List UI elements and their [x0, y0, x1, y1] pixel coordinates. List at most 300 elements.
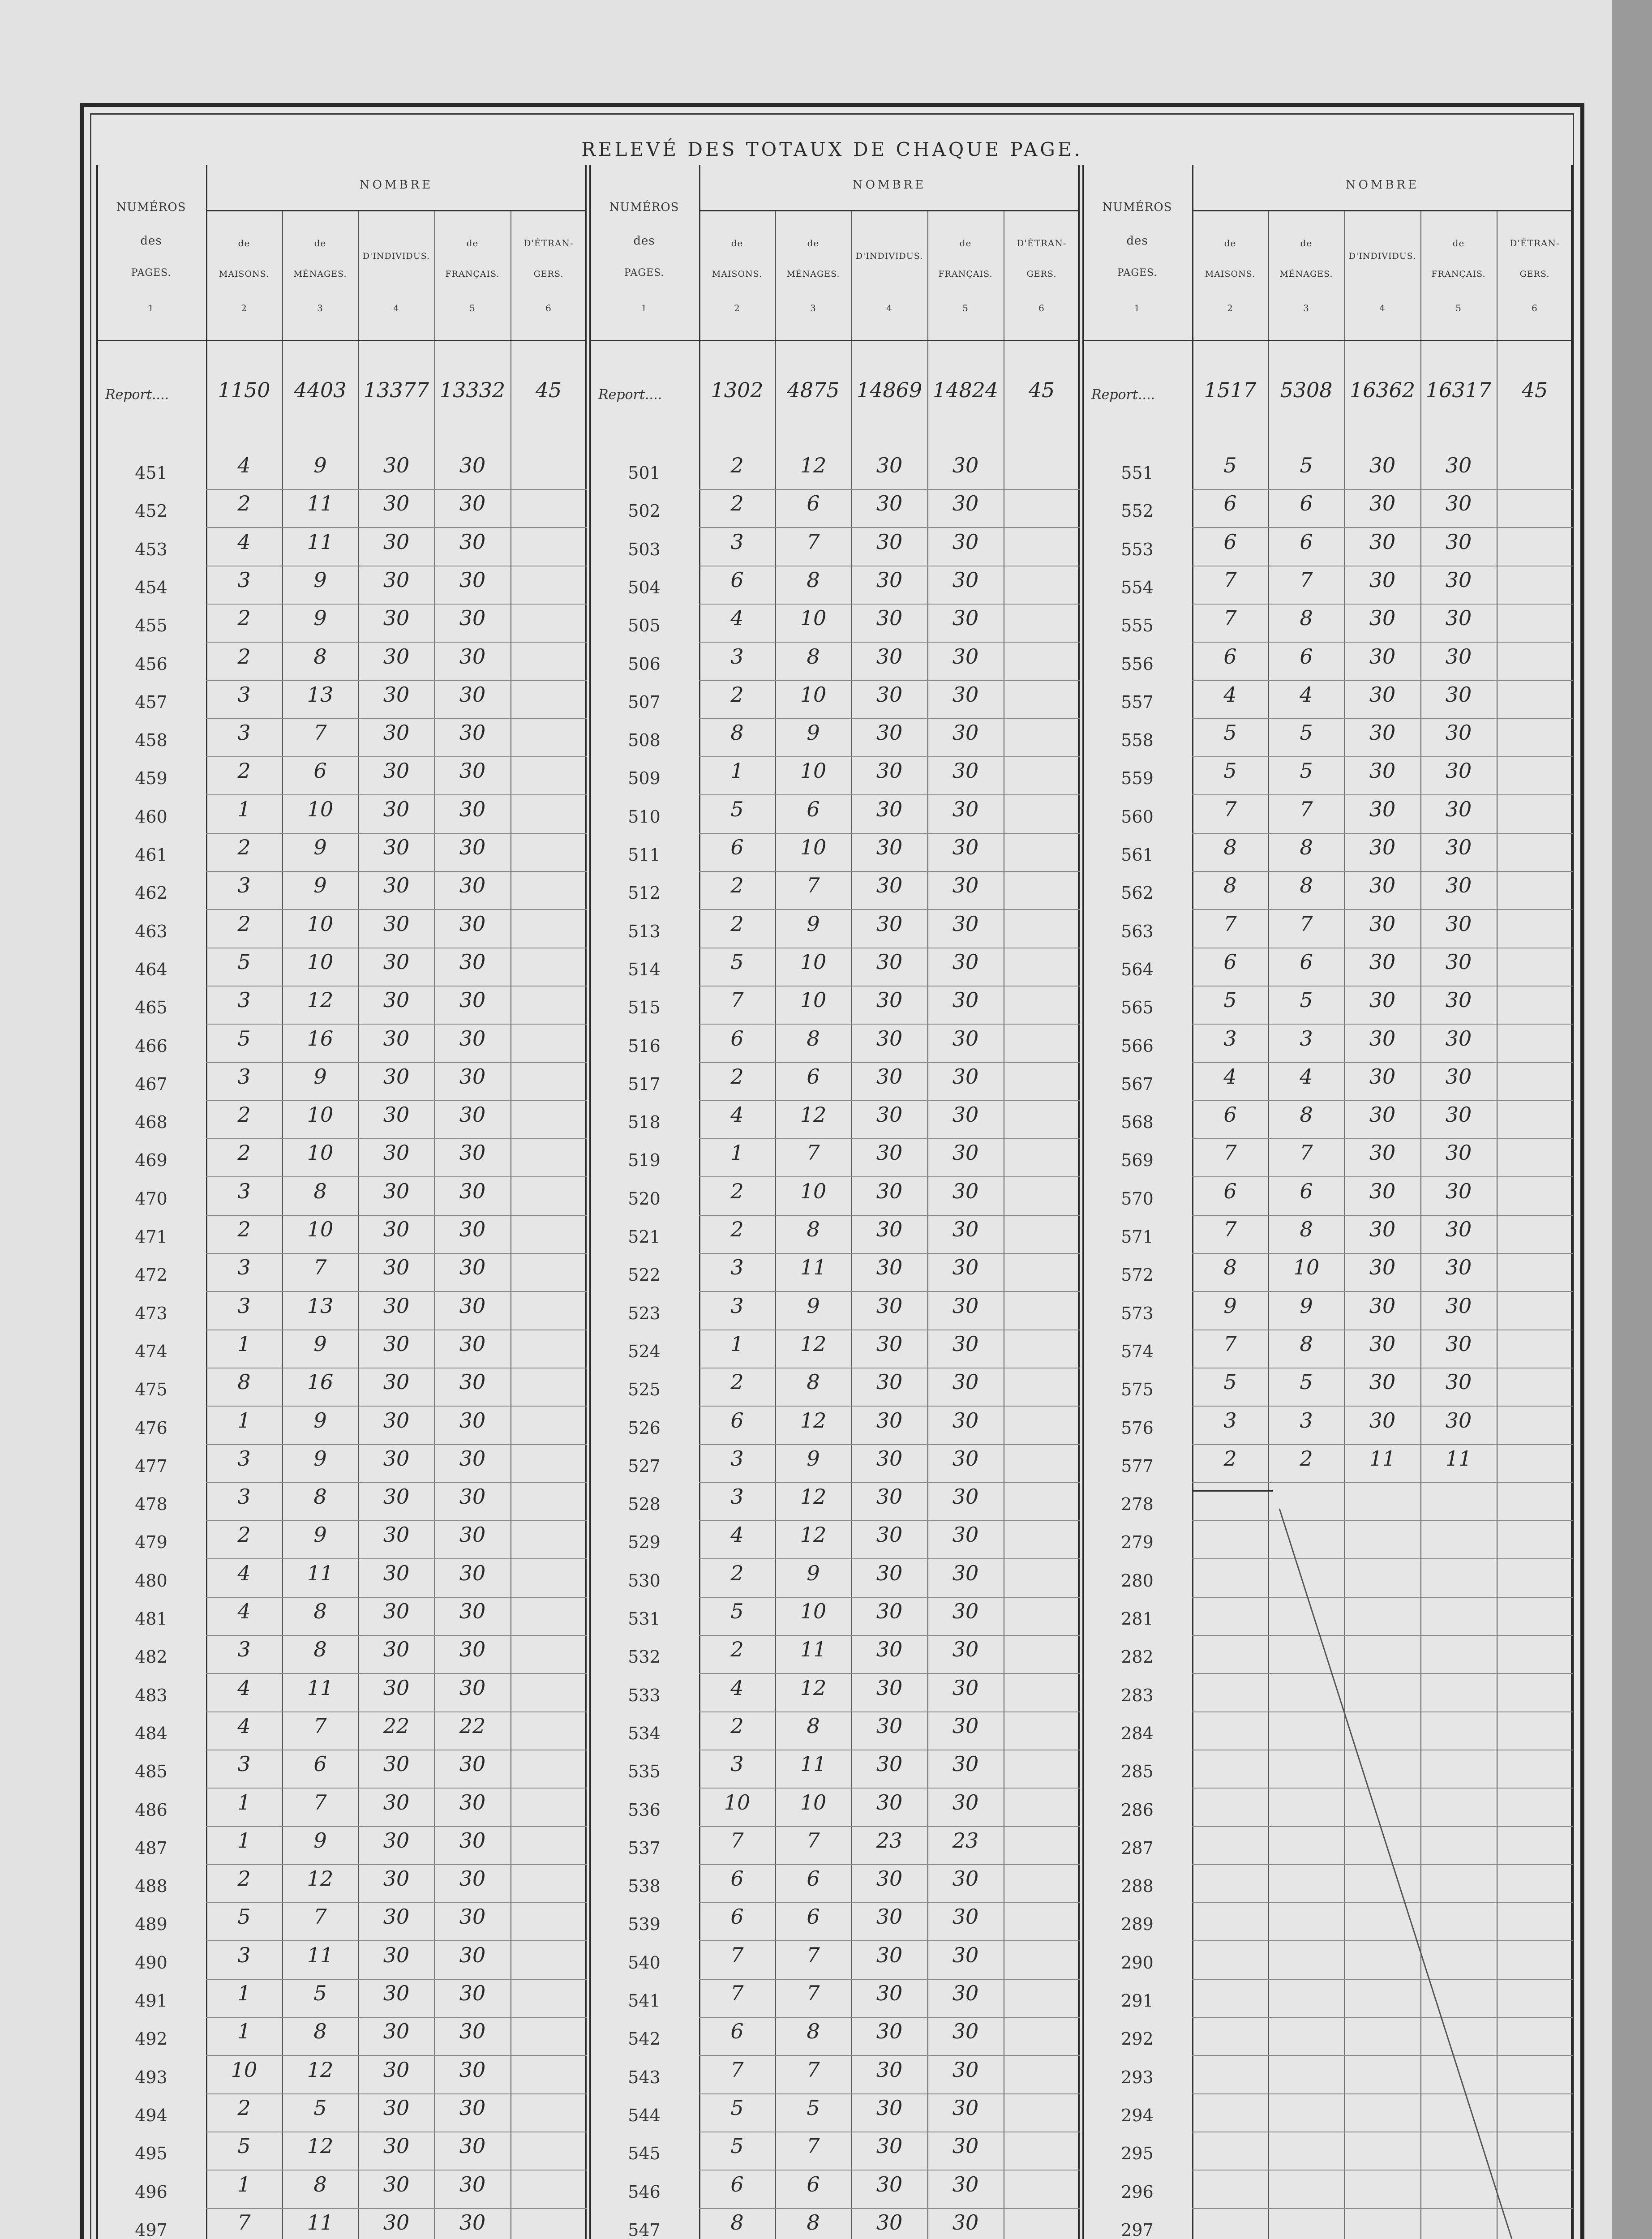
cell-value: 5 [313, 1981, 327, 2005]
cell-value: 30 [876, 1904, 903, 1929]
cell-value: 6 [313, 1752, 327, 1776]
cell-value: 3 [730, 1752, 744, 1776]
cell-value: 30 [876, 1713, 903, 1738]
cell-value: 7 [1223, 1141, 1237, 1165]
cell-value: 30 [876, 2134, 903, 2158]
cell-value: 30 [952, 644, 979, 669]
page-number: 284 [1121, 1723, 1154, 1743]
row-line [206, 2055, 587, 2056]
cell-value: 30 [952, 1943, 979, 1967]
cell-value: 30 [952, 1713, 979, 1738]
page-number: 288 [1121, 1876, 1154, 1896]
cell-value: 30 [1369, 873, 1396, 898]
page-number: 462 [135, 883, 167, 903]
cell-value: 30 [876, 529, 903, 554]
cell-value: 30 [876, 682, 903, 707]
row-line [699, 1520, 1080, 1521]
header-col-line2: MÉNAGES. [786, 269, 840, 279]
cell-value: 30 [876, 2019, 903, 2044]
cell-value: 6 [730, 567, 744, 592]
cell-value: 30 [952, 529, 979, 554]
page-number: 503 [628, 539, 661, 559]
report-value: 1302 [711, 378, 764, 402]
cell-value: 30 [952, 1293, 979, 1318]
cell-value: 30 [459, 1904, 486, 1929]
cell-value: 30 [952, 2134, 979, 2158]
row-line [699, 909, 1080, 910]
table-section-2 [589, 165, 1080, 2239]
header-col-number: 3 [1303, 303, 1309, 313]
cell-value: 4 [1300, 682, 1313, 707]
cell-value: 8 [1300, 1331, 1313, 1356]
header-col-line2: MÉNAGES. [293, 269, 347, 279]
cell-value: 7 [807, 1981, 820, 2005]
cell-value: 30 [459, 1752, 486, 1776]
header-col-number: 4 [886, 303, 893, 313]
cell-value: 30 [952, 491, 979, 516]
cell-value: 30 [459, 2210, 486, 2235]
page-number: 536 [628, 1800, 661, 1820]
cell-value: 5 [730, 797, 744, 821]
cell-value: 9 [313, 567, 327, 592]
cell-value: 30 [876, 1523, 903, 1547]
page-number: 553 [1121, 539, 1154, 559]
header-col-line1: D'ÉTRAN- [1017, 238, 1067, 249]
cell-value: 30 [459, 644, 486, 669]
cell-value: 30 [1445, 988, 1472, 1012]
page-number: 537 [628, 1838, 661, 1858]
row-line [699, 2093, 1080, 2094]
page-number: 282 [1121, 1647, 1154, 1667]
cell-value: 30 [1369, 644, 1396, 669]
header-nombre: NOMBRE [852, 178, 927, 192]
cell-value: 30 [1369, 453, 1396, 477]
header-bottom-line [589, 340, 1080, 341]
page-number: 538 [628, 1876, 661, 1896]
cell-value: 30 [383, 2172, 410, 2196]
cell-value: 30 [952, 567, 979, 592]
page-number: 519 [628, 1150, 661, 1171]
page-number: 524 [628, 1341, 661, 1361]
cell-value: 5 [237, 1904, 251, 1929]
cell-value: 9 [1300, 1293, 1313, 1318]
cell-value: 7 [730, 1943, 744, 1967]
page-number: 451 [135, 463, 167, 483]
header-col-line2: FRANÇAIS. [445, 269, 500, 279]
cell-value: 30 [876, 873, 903, 898]
cell-value: 30 [876, 988, 903, 1012]
page-number: 497 [135, 2220, 167, 2239]
cell-value: 7 [807, 2134, 820, 2158]
cell-value: 3 [730, 1446, 744, 1471]
report-label: Report.... [1091, 387, 1155, 403]
cell-value: 6 [1223, 1179, 1237, 1203]
cell-value: 30 [952, 2172, 979, 2196]
page-number: 460 [135, 806, 167, 827]
cell-value: 30 [1445, 949, 1472, 974]
cell-value: 2 [730, 1217, 744, 1241]
cell-value: 4 [730, 1523, 744, 1547]
cell-value: 3 [730, 1255, 744, 1280]
cell-value: 30 [459, 1561, 486, 1585]
cell-value: 30 [459, 1599, 486, 1623]
header-col-line1: D'INDIVIDUS. [362, 251, 430, 261]
page-number: 490 [135, 1952, 167, 1973]
report-value: 5308 [1280, 378, 1333, 402]
cell-value: 5 [237, 1026, 251, 1051]
row-line [699, 1940, 1080, 1941]
cell-value: 30 [459, 2134, 486, 2158]
cell-value: 5 [730, 2095, 744, 2120]
cell-value: 11 [307, 1675, 334, 1700]
cell-value: 9 [313, 606, 327, 631]
report-label: Report.... [105, 387, 169, 403]
cell-value: 7 [730, 988, 744, 1012]
cell-value: 8 [807, 1026, 820, 1051]
row-line [206, 1788, 587, 1789]
page-number: 456 [135, 654, 167, 674]
row-line [699, 794, 1080, 795]
cell-value: 30 [383, 721, 410, 745]
cell-value: 2 [730, 682, 744, 707]
cell-value: 8 [313, 1179, 327, 1203]
page-number: 531 [628, 1609, 661, 1629]
row-line [206, 1253, 587, 1254]
cell-value: 30 [876, 911, 903, 936]
cell-value: 5 [1300, 988, 1313, 1012]
cell-value: 30 [383, 1866, 410, 1891]
cell-value: 1 [730, 759, 744, 783]
cell-value: 30 [459, 682, 486, 707]
page-number: 495 [135, 2144, 167, 2164]
cell-value: 12 [307, 988, 334, 1012]
page-number: 475 [135, 1380, 167, 1400]
header-col-line2: MÉNAGES. [1279, 269, 1333, 279]
cell-value: 30 [952, 1752, 979, 1776]
cell-value: 30 [459, 1981, 486, 2005]
cell-value: 7 [807, 529, 820, 554]
row-line [699, 1176, 1080, 1177]
cell-value: 30 [1369, 1255, 1396, 1280]
cell-value: 7 [730, 2057, 744, 2082]
cell-value: 30 [459, 1370, 486, 1394]
row-line [206, 642, 587, 643]
row-line [206, 1902, 587, 1903]
cell-value: 30 [383, 682, 410, 707]
cell-value: 30 [1369, 988, 1396, 1012]
page-number: 454 [135, 577, 167, 597]
cell-value: 2 [237, 1141, 251, 1165]
cell-value: 9 [1223, 1293, 1237, 1318]
cell-value: 7 [807, 1828, 820, 1853]
report-value: 14869 [856, 378, 923, 402]
cell-value: 6 [1300, 491, 1313, 516]
row-line [206, 1635, 587, 1636]
page-number: 516 [628, 1036, 661, 1056]
row-line [206, 1291, 587, 1292]
cell-value: 12 [800, 1675, 827, 1700]
header-col-line2: MAISONS. [219, 269, 270, 279]
row-line [699, 1215, 1080, 1216]
cell-value: 7 [807, 1943, 820, 1967]
register-frame [80, 103, 1584, 2239]
page-number: 479 [135, 1532, 167, 1553]
cell-value: 7 [1300, 797, 1313, 821]
cell-value: 30 [459, 2172, 486, 2196]
page-number: 577 [1121, 1456, 1154, 1476]
row-line [699, 871, 1080, 872]
cell-value: 30 [1445, 606, 1472, 631]
row-line [699, 833, 1080, 834]
header-numeros-line: PAGES. [1117, 267, 1158, 279]
cell-value: 8 [237, 1370, 251, 1394]
row-line [699, 1100, 1080, 1101]
row-line [699, 1864, 1080, 1865]
row-line [699, 2055, 1080, 2056]
cell-value: 30 [383, 1981, 410, 2005]
page-number: 555 [1121, 616, 1154, 636]
header-numeros-line: des [633, 234, 655, 248]
cell-value: 10 [307, 797, 334, 821]
cell-value: 30 [952, 2095, 979, 2120]
cell-value: 10 [307, 1102, 334, 1127]
cell-value: 30 [1369, 1370, 1396, 1394]
cell-value: 7 [313, 1255, 327, 1280]
cell-value: 2 [237, 1217, 251, 1241]
cell-value: 30 [1445, 1179, 1472, 1203]
row-line [699, 1406, 1080, 1407]
page-number: 533 [628, 1685, 661, 1705]
report-value: 4875 [787, 378, 840, 402]
cell-value: 30 [459, 1064, 486, 1089]
page-number: 293 [1121, 2067, 1154, 2087]
row-line [206, 1024, 587, 1025]
row-line [206, 1176, 587, 1177]
cell-value: 8 [313, 2019, 327, 2044]
cell-value: 10 [800, 988, 827, 1012]
page-number: 478 [135, 1494, 167, 1514]
cell-value: 30 [876, 1141, 903, 1165]
page-number: 465 [135, 998, 167, 1018]
cell-value: 30 [1445, 453, 1472, 477]
cell-value: 2 [237, 2095, 251, 2120]
cell-value: 8 [1300, 1217, 1313, 1241]
row-line [206, 1940, 587, 1941]
cell-value: 2 [237, 835, 251, 859]
page-number: 529 [628, 1532, 661, 1553]
cell-value: 30 [459, 1026, 486, 1051]
cell-value: 3 [237, 1255, 251, 1280]
cell-value: 7 [1223, 1331, 1237, 1356]
page-number: 514 [628, 959, 661, 979]
nombre-underline [699, 210, 1080, 211]
row-line [699, 1979, 1080, 1980]
section-right-border [585, 165, 587, 2239]
cell-value: 3 [730, 644, 744, 669]
header-nombre: NOMBRE [359, 178, 433, 192]
header-col-line2: FRANÇAIS. [938, 269, 993, 279]
cell-value: 9 [313, 1064, 327, 1089]
cell-value: 30 [459, 1217, 486, 1241]
cell-value: 2 [1223, 1446, 1237, 1471]
cell-value: 1 [237, 1828, 251, 1853]
cell-value: 30 [459, 988, 486, 1012]
cell-value: 12 [800, 1408, 827, 1433]
page-number: 557 [1121, 692, 1154, 712]
page-number: 472 [135, 1265, 167, 1285]
report-value: 1150 [218, 378, 270, 402]
row-line [699, 1253, 1080, 1254]
cell-value: 30 [876, 1675, 903, 1700]
cell-value: 6 [807, 1866, 820, 1891]
header-col-number: 5 [962, 303, 969, 313]
cell-value: 30 [459, 1179, 486, 1203]
cell-value: 30 [952, 911, 979, 936]
cell-value: 30 [1369, 911, 1396, 936]
cell-value: 30 [1369, 682, 1396, 707]
page-number: 546 [628, 2182, 661, 2202]
cell-value: 30 [952, 1599, 979, 1623]
cell-value: 9 [313, 835, 327, 859]
header-col-line1: D'ÉTRAN- [1510, 238, 1560, 249]
cell-value: 30 [383, 1828, 410, 1853]
page-number: 535 [628, 1762, 661, 1782]
cell-value: 30 [383, 1331, 410, 1356]
cell-value: 6 [730, 2019, 744, 2044]
cell-value: 6 [730, 2172, 744, 2196]
cell-value: 30 [876, 1752, 903, 1776]
cell-value: 6 [1300, 644, 1313, 669]
cell-value: 8 [807, 2210, 820, 2235]
cell-value: 30 [876, 1217, 903, 1241]
cell-value: 30 [1445, 1026, 1472, 1051]
cell-value: 30 [383, 1141, 410, 1165]
cell-value: 1 [237, 2172, 251, 2196]
cell-value: 10 [1293, 1255, 1320, 1280]
page-number: 476 [135, 1418, 167, 1438]
header-col-line1: de [314, 238, 326, 249]
cell-value: 30 [876, 453, 903, 477]
cell-value: 10 [800, 682, 827, 707]
cell-value: 30 [952, 2210, 979, 2235]
cell-value: 3 [730, 1293, 744, 1318]
page-number: 505 [628, 616, 661, 636]
cell-value: 4 [237, 1561, 251, 1585]
cell-value: 3 [237, 721, 251, 745]
cell-value: 2 [237, 911, 251, 936]
page-number: 470 [135, 1188, 167, 1209]
page-number: 523 [628, 1303, 661, 1323]
cell-value: 11 [307, 2210, 334, 2235]
cell-value: 30 [876, 1446, 903, 1471]
cell-value: 6 [1223, 1102, 1237, 1127]
page-number: 287 [1121, 1838, 1154, 1858]
page-number: 521 [628, 1227, 661, 1247]
cell-value: 3 [237, 1293, 251, 1318]
cell-value: 11 [307, 1561, 334, 1585]
header-col-line1: D'INDIVIDUS. [855, 251, 923, 261]
cell-value: 30 [1369, 835, 1396, 859]
cell-value: 30 [876, 1026, 903, 1051]
cell-value: 30 [383, 1370, 410, 1394]
cell-value: 30 [459, 1790, 486, 1814]
page-number: 504 [628, 577, 661, 597]
cell-value: 30 [459, 1255, 486, 1280]
cell-value: 30 [952, 1179, 979, 1203]
page-number: 480 [135, 1570, 167, 1591]
cell-value: 30 [952, 1331, 979, 1356]
cell-value: 30 [1445, 491, 1472, 516]
page-number: 459 [135, 768, 167, 789]
header-numeros-line: NUMÉROS [116, 201, 186, 214]
page-number: 527 [628, 1456, 661, 1476]
cell-value: 30 [876, 1790, 903, 1814]
cell-value: 30 [1369, 1331, 1396, 1356]
cell-value: 30 [876, 606, 903, 631]
cell-value: 6 [1300, 529, 1313, 554]
row-line [206, 718, 587, 719]
page-number: 522 [628, 1265, 661, 1285]
cell-value: 7 [1223, 606, 1237, 631]
header-col-number: 6 [1038, 303, 1045, 313]
cell-value: 12 [800, 453, 827, 477]
row-line [206, 1100, 587, 1101]
row-line [206, 604, 587, 605]
cell-value: 30 [459, 606, 486, 631]
cell-value: 16 [307, 1370, 334, 1394]
cell-value: 2 [237, 1102, 251, 1127]
cell-value: 30 [952, 1026, 979, 1051]
cell-value: 30 [459, 873, 486, 898]
cell-value: 30 [383, 1561, 410, 1585]
cell-value: 30 [459, 1828, 486, 1853]
cell-value: 5 [730, 949, 744, 974]
row-line [206, 489, 587, 490]
header-col-line1: de [959, 238, 972, 249]
cell-value: 1 [237, 2019, 251, 2044]
cell-value: 10 [800, 1599, 827, 1623]
cell-value: 30 [952, 1102, 979, 1127]
header-col-number: 6 [545, 303, 552, 313]
cell-value: 30 [1369, 759, 1396, 783]
header-col-number: 5 [469, 303, 476, 313]
header-col-line1: de [1452, 238, 1465, 249]
cell-value: 30 [1445, 1331, 1472, 1356]
row-line [699, 1291, 1080, 1292]
cell-value: 30 [876, 1981, 903, 2005]
nombre-underline [206, 210, 587, 211]
cell-value: 3 [237, 1943, 251, 1967]
cell-value: 7 [1300, 911, 1313, 936]
row-line [206, 1826, 587, 1827]
cell-value: 2 [237, 759, 251, 783]
cell-value: 30 [1369, 1408, 1396, 1433]
cell-value: 30 [952, 606, 979, 631]
page-number: 483 [135, 1685, 167, 1705]
cell-value: 30 [383, 1064, 410, 1089]
cell-value: 30 [383, 1637, 410, 1662]
report-value: 14824 [932, 378, 999, 402]
page-number: 513 [628, 921, 661, 941]
cell-value: 9 [807, 911, 820, 936]
cell-value: 9 [313, 1408, 327, 1433]
cell-value: 11 [307, 1943, 334, 1967]
cell-value: 30 [952, 1790, 979, 1814]
page-number: 469 [135, 1150, 167, 1171]
cell-value: 30 [1369, 491, 1396, 516]
cell-value: 8 [807, 1370, 820, 1394]
page-number: 280 [1121, 1570, 1154, 1591]
